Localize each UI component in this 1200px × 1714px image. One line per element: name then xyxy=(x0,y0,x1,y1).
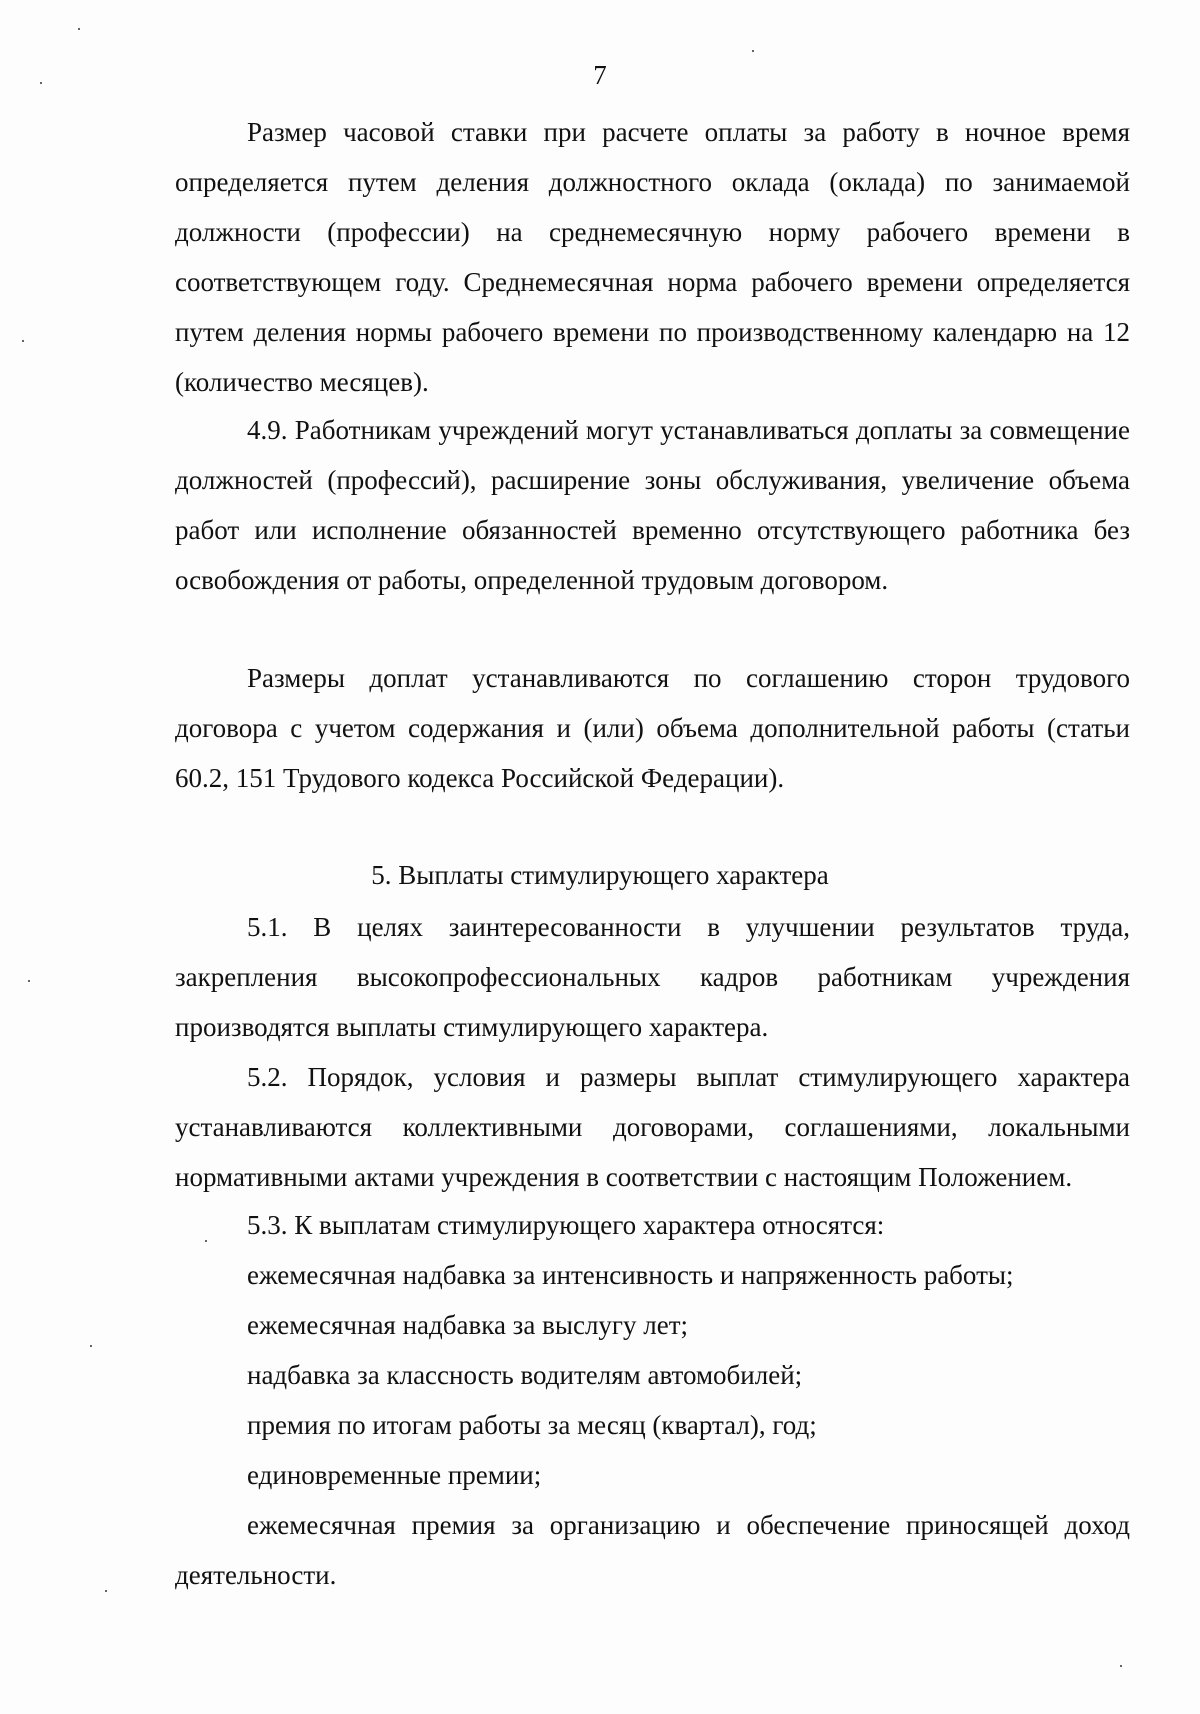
scan-speck xyxy=(22,340,24,342)
paragraph-4-9: 4.9. Работникам учреждений могут устанавливаться доплаты за совмещение должностей (профессий), расширение зоны обслуживания, увеличение объема работ или исполнение обязанностей временно отсутствующего работника без освобождения от работы, определенной трудовым договором. xyxy=(175,415,1130,595)
scan-speck xyxy=(28,980,30,982)
section-heading: 5. Выплаты стимулирующего характера xyxy=(371,860,829,890)
scan-speck xyxy=(752,50,754,52)
scan-speck xyxy=(40,82,42,84)
scan-speck xyxy=(1120,1665,1122,1667)
paragraph-5-2: 5.2. Порядок, условия и размеры выплат стимулирующего характера устанавливаются коллективными договорами, соглашениями, локальными нормативными актами учреждения в соответствии с настоящим Положением. xyxy=(175,1062,1130,1192)
paragraph-hourly-rate: Размер часовой ставки при расчете оплаты за работу в ночное время определяется путем деления должностного оклада (оклада) по занимаемой должности (профессии) на среднемесячную норму рабочего времени в соответствующем году. Среднемесячная норма рабочего времени определяется путем деления нормы рабочего времени по производственному календарю на 12 (количество месяцев). xyxy=(175,117,1130,397)
scan-speck xyxy=(105,1590,107,1592)
list-item: ежемесячная надбавка за интенсивность и напряженность работы; xyxy=(247,1260,1014,1290)
paragraph-5-3: 5.3. К выплатам стимулирующего характера относятся: xyxy=(247,1210,885,1240)
scan-speck xyxy=(205,1240,207,1242)
list-item: единовременные премии; xyxy=(247,1460,542,1490)
scan-speck xyxy=(90,1345,92,1347)
list-item: ежемесячная надбавка за выслугу лет; xyxy=(247,1310,689,1340)
scan-speck xyxy=(78,28,80,30)
page-number: 7 xyxy=(593,60,607,90)
paragraph-supplement-sizes: Размеры доплат устанавливаются по соглашению сторон трудового договора с учетом содержания и (или) объема дополнительной работы (статьи 60.2, 151 Трудового кодекса Российской Федерации). xyxy=(175,663,1130,793)
list-item: надбавка за классность водителям автомобилей; xyxy=(247,1360,803,1390)
paragraph-5-1: 5.1. В целях заинтересованности в улучшении результатов труда, закрепления высокопрофессиональных кадров работникам учреждения производятся выплаты стимулирующего характера. xyxy=(175,912,1130,1042)
paragraph-income-premium: ежемесячная премия за организацию и обеспечение приносящей доход деятельности. xyxy=(175,1510,1130,1590)
list-item: премия по итогам работы за месяц (квартал), год; xyxy=(247,1410,817,1440)
